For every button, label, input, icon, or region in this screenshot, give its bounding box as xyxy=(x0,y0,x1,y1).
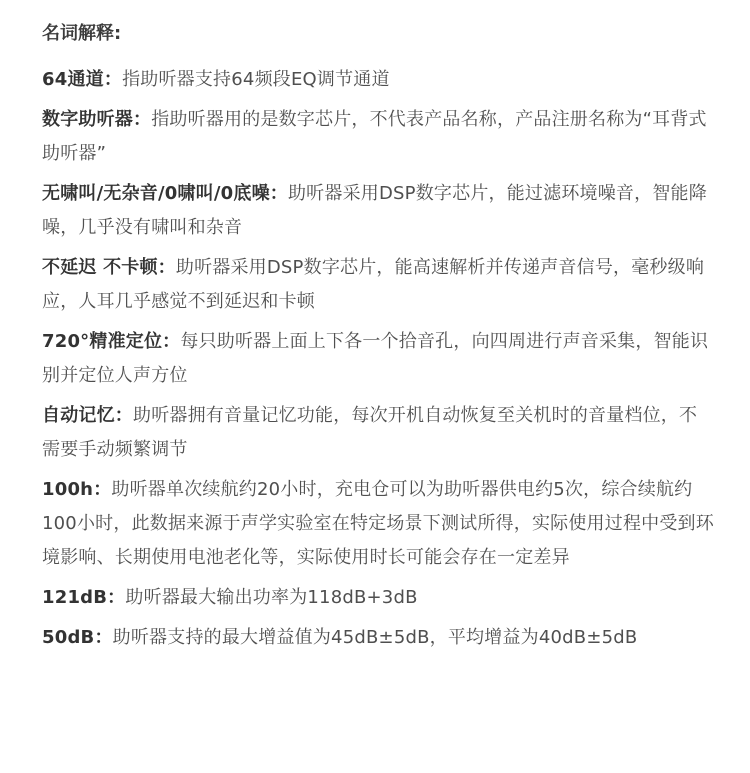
entry-term: 100h： xyxy=(42,479,112,500)
entry-description: 助听器最大输出功率为118dB+3dB xyxy=(125,587,418,608)
glossary-entry-no-feedback-noise xyxy=(42,177,714,245)
glossary-entry-100h-battery xyxy=(42,473,714,575)
glossary-entry-digital-hearing-aid xyxy=(42,103,714,171)
entry-term: 不延迟 不卡顿： xyxy=(42,257,176,278)
entry-description: 助听器支持的最大增益值为45dB±5dB，平均增益为40dB±5dB xyxy=(112,627,638,648)
entry-term: 无啸叫/无杂音/0啸叫/0底噪： xyxy=(42,183,288,204)
entry-description: 每只助听器上面上下各一个拾音孔，向四周进行声音采集，智能识别并定位人声方位 xyxy=(42,331,709,386)
entry-description: 指助听器支持64频段EQ调节通道 xyxy=(122,69,390,90)
glossary-entry-no-latency xyxy=(42,251,714,319)
entry-description: 助听器采用DSP数字芯片，能高速解析并传递声音信号，毫秒级响应，人耳几乎感觉不到延迟和卡顿 xyxy=(42,257,705,312)
glossary-entry-auto-memory xyxy=(42,399,714,467)
glossary-entry-720-positioning xyxy=(42,325,714,393)
entry-term: 121dB： xyxy=(42,587,126,608)
glossary-entry-121db-output xyxy=(42,581,714,615)
glossary-entry-50db-gain xyxy=(42,621,714,655)
entry-term: 720°精准定位： xyxy=(42,331,181,352)
entry-description: 助听器单次续航约20小时，充电仓可以为助听器供电约5次，综合续航约100小时，此数据来源于声学实验室在特定场景下测试所得，实际使用过程中受到环境影响、长期使用电池老化等，实际使用时长可能会存在一定差异 xyxy=(42,479,714,568)
entry-term: 数字助听器： xyxy=(42,109,152,130)
glossary-heading: 名词解释: xyxy=(42,23,122,44)
entry-term: 50dB： xyxy=(42,627,113,648)
entry-description: 助听器拥有音量记忆功能，每次开机自动恢复至关机时的音量档位，不需要手动频繁调节 xyxy=(42,405,698,460)
entry-term: 自动记忆： xyxy=(42,405,133,426)
entry-description: 助听器采用DSP数字芯片，能过滤环境噪音，智能降噪，几乎没有啸叫和杂音 xyxy=(42,183,707,238)
entry-term: 64通道： xyxy=(42,69,123,90)
entry-description: 指助听器用的是数字芯片，不代表产品名称，产品注册名称为“耳背式助听器” xyxy=(42,109,707,164)
glossary-entry-64-channels xyxy=(42,63,714,97)
